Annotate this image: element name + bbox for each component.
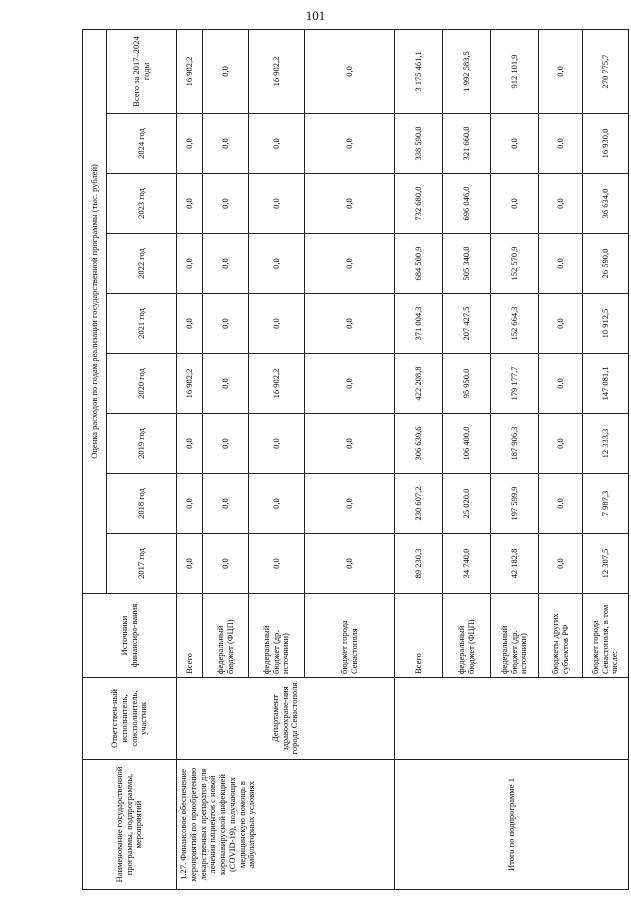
header-year: 2018 год bbox=[107, 474, 177, 534]
value-cell: 306 639,6 bbox=[395, 414, 443, 474]
header-source: Источники финансиро-вания bbox=[83, 594, 177, 678]
source-cell: федеральный бюджет (др. источники) bbox=[249, 594, 305, 678]
total-cell: 16 902,2 bbox=[249, 29, 305, 113]
header-year: 2023 год bbox=[107, 174, 177, 234]
source-cell: федеральный бюджет (др. источники) bbox=[491, 594, 539, 678]
value-cell: 0,0 bbox=[203, 414, 249, 474]
value-cell: 25 020,0 bbox=[443, 474, 491, 534]
total-cell: 912 101,9 bbox=[491, 29, 539, 113]
value-cell: 0,0 bbox=[305, 174, 395, 234]
value-cell: 0,0 bbox=[305, 354, 395, 414]
value-cell: 0,0 bbox=[305, 534, 395, 594]
value-cell: 0,0 bbox=[177, 534, 203, 594]
value-cell: 0,0 bbox=[305, 114, 395, 174]
total-cell: 0,0 bbox=[305, 29, 395, 113]
value-cell: 95 950,0 bbox=[443, 354, 491, 414]
page-number: 101 bbox=[305, 8, 326, 23]
value-cell: 0,0 bbox=[305, 474, 395, 534]
value-cell: 36 634,0 bbox=[583, 174, 629, 234]
rotated-table-wrapper bbox=[82, 30, 620, 890]
value-cell: 0,0 bbox=[203, 234, 249, 294]
value-cell: 0,0 bbox=[177, 174, 203, 234]
value-cell: 0,0 bbox=[305, 414, 395, 474]
value-cell: 26 590,0 bbox=[583, 234, 629, 294]
header-year: 2020 год bbox=[107, 354, 177, 414]
value-cell: 0,0 bbox=[539, 534, 583, 594]
value-cell: 505 340,0 bbox=[443, 234, 491, 294]
header-year: 2021 год bbox=[107, 294, 177, 354]
value-cell: 106 400,0 bbox=[443, 414, 491, 474]
executor-cell bbox=[395, 678, 629, 760]
value-cell: 152 664,3 bbox=[491, 294, 539, 354]
value-cell: 0,0 bbox=[491, 114, 539, 174]
value-cell: 0,0 bbox=[177, 114, 203, 174]
value-cell: 0,0 bbox=[249, 474, 305, 534]
measure-name: 1.27. Финансовое обеспечение мероприятий по приобретению лекарственных препаратов для лечения пациентов с новой коронавирусной инфекцией (COVID-19), получающих медицинскую помощь в амбулаторных условиях bbox=[177, 760, 395, 890]
value-cell: 207 427,5 bbox=[443, 294, 491, 354]
value-cell: 0,0 bbox=[203, 474, 249, 534]
source-cell: Всего bbox=[395, 594, 443, 678]
value-cell: 338 590,0 bbox=[395, 114, 443, 174]
value-cell: 0,0 bbox=[203, 294, 249, 354]
source-cell: бюджет города Севастополя, в том числе: bbox=[583, 594, 629, 678]
value-cell: 0,0 bbox=[177, 474, 203, 534]
header-estimate: Оценка расходов по годам реализации государственной программы (тыс. рублей) bbox=[83, 29, 107, 593]
value-cell: 0,0 bbox=[203, 114, 249, 174]
total-cell: 0,0 bbox=[203, 29, 249, 113]
value-cell: 0,0 bbox=[177, 234, 203, 294]
value-cell: 16 902,2 bbox=[177, 354, 203, 414]
value-cell: 696 046,0 bbox=[443, 174, 491, 234]
value-cell: 147 081,1 bbox=[583, 354, 629, 414]
header-total: Всего за 2017–2024 годы bbox=[107, 29, 177, 113]
value-cell: 16 902,2 bbox=[249, 354, 305, 414]
value-cell: 0,0 bbox=[249, 174, 305, 234]
value-cell: 0,0 bbox=[249, 534, 305, 594]
value-cell: 179 177,7 bbox=[491, 354, 539, 414]
source-cell: бюджеты других субъектов РФ bbox=[539, 594, 583, 678]
value-cell: 0,0 bbox=[491, 174, 539, 234]
measure-name: Итого по подпрограмме 1 bbox=[395, 760, 629, 890]
source-cell: бюджет города Севастополя bbox=[305, 594, 395, 678]
value-cell: 0,0 bbox=[177, 294, 203, 354]
value-cell: 0,0 bbox=[249, 294, 305, 354]
total-cell: 16 902,2 bbox=[177, 29, 203, 113]
header-row-1 bbox=[83, 29, 107, 889]
section-1 bbox=[177, 29, 395, 889]
value-cell: 0,0 bbox=[203, 354, 249, 414]
value-cell: 34 740,0 bbox=[443, 534, 491, 594]
source-cell: Всего bbox=[177, 594, 203, 678]
value-cell: 7 987,3 bbox=[583, 474, 629, 534]
value-cell: 0,0 bbox=[539, 414, 583, 474]
value-cell: 12 333,3 bbox=[583, 414, 629, 474]
value-cell: 0,0 bbox=[539, 174, 583, 234]
value-cell: 0,0 bbox=[249, 414, 305, 474]
value-cell: 187 906,3 bbox=[491, 414, 539, 474]
source-cell: федеральный бюджет (ФЦП) bbox=[203, 594, 249, 678]
header-name: Наименование государственной программы, подпрограммы, мероприятий bbox=[83, 760, 177, 890]
value-cell: 0,0 bbox=[203, 534, 249, 594]
total-cell: 270 775,7 bbox=[583, 29, 629, 113]
value-cell: 0,0 bbox=[177, 414, 203, 474]
source-cell: федеральный бюджет (ФЦП) bbox=[443, 594, 491, 678]
table-row bbox=[177, 29, 203, 889]
total-cell: 1 992 583,5 bbox=[443, 29, 491, 113]
value-cell: 732 680,0 bbox=[395, 174, 443, 234]
value-cell: 0,0 bbox=[249, 234, 305, 294]
header-year: 2022 год bbox=[107, 234, 177, 294]
value-cell: 0,0 bbox=[539, 234, 583, 294]
value-cell: 0,0 bbox=[305, 294, 395, 354]
value-cell: 0,0 bbox=[305, 234, 395, 294]
value-cell: 0,0 bbox=[249, 114, 305, 174]
section-2 bbox=[395, 29, 629, 889]
value-cell: 230 607,2 bbox=[395, 474, 443, 534]
value-cell: 321 660,0 bbox=[443, 114, 491, 174]
header-year: 2017 год bbox=[107, 534, 177, 594]
value-cell: 0,0 bbox=[539, 294, 583, 354]
total-cell: 3 175 461,1 bbox=[395, 29, 443, 113]
value-cell: 16 930,0 bbox=[583, 114, 629, 174]
value-cell: 684 500,9 bbox=[395, 234, 443, 294]
value-cell: 10 912,5 bbox=[583, 294, 629, 354]
value-cell: 12 307,5 bbox=[583, 534, 629, 594]
value-cell: 0,0 bbox=[539, 354, 583, 414]
value-cell: 371 004,3 bbox=[395, 294, 443, 354]
executor-cell: Департамент здравоохране-ния города Севастополя bbox=[177, 678, 395, 760]
value-cell: 42 182,8 bbox=[491, 534, 539, 594]
value-cell: 422 208,8 bbox=[395, 354, 443, 414]
budget-table bbox=[82, 29, 629, 890]
value-cell: 197 599,9 bbox=[491, 474, 539, 534]
total-cell: 0,0 bbox=[539, 29, 583, 113]
value-cell: 0,0 bbox=[203, 174, 249, 234]
value-cell: 89 230,3 bbox=[395, 534, 443, 594]
table-row bbox=[395, 29, 443, 889]
header-year: 2019 год bbox=[107, 414, 177, 474]
header-year: 2024 год bbox=[107, 114, 177, 174]
value-cell: 0,0 bbox=[539, 474, 583, 534]
value-cell: 0,0 bbox=[539, 114, 583, 174]
value-cell: 152 570,9 bbox=[491, 234, 539, 294]
header-executor: Ответствен-ный исполнитель, соисполнитель, участник bbox=[83, 678, 177, 760]
